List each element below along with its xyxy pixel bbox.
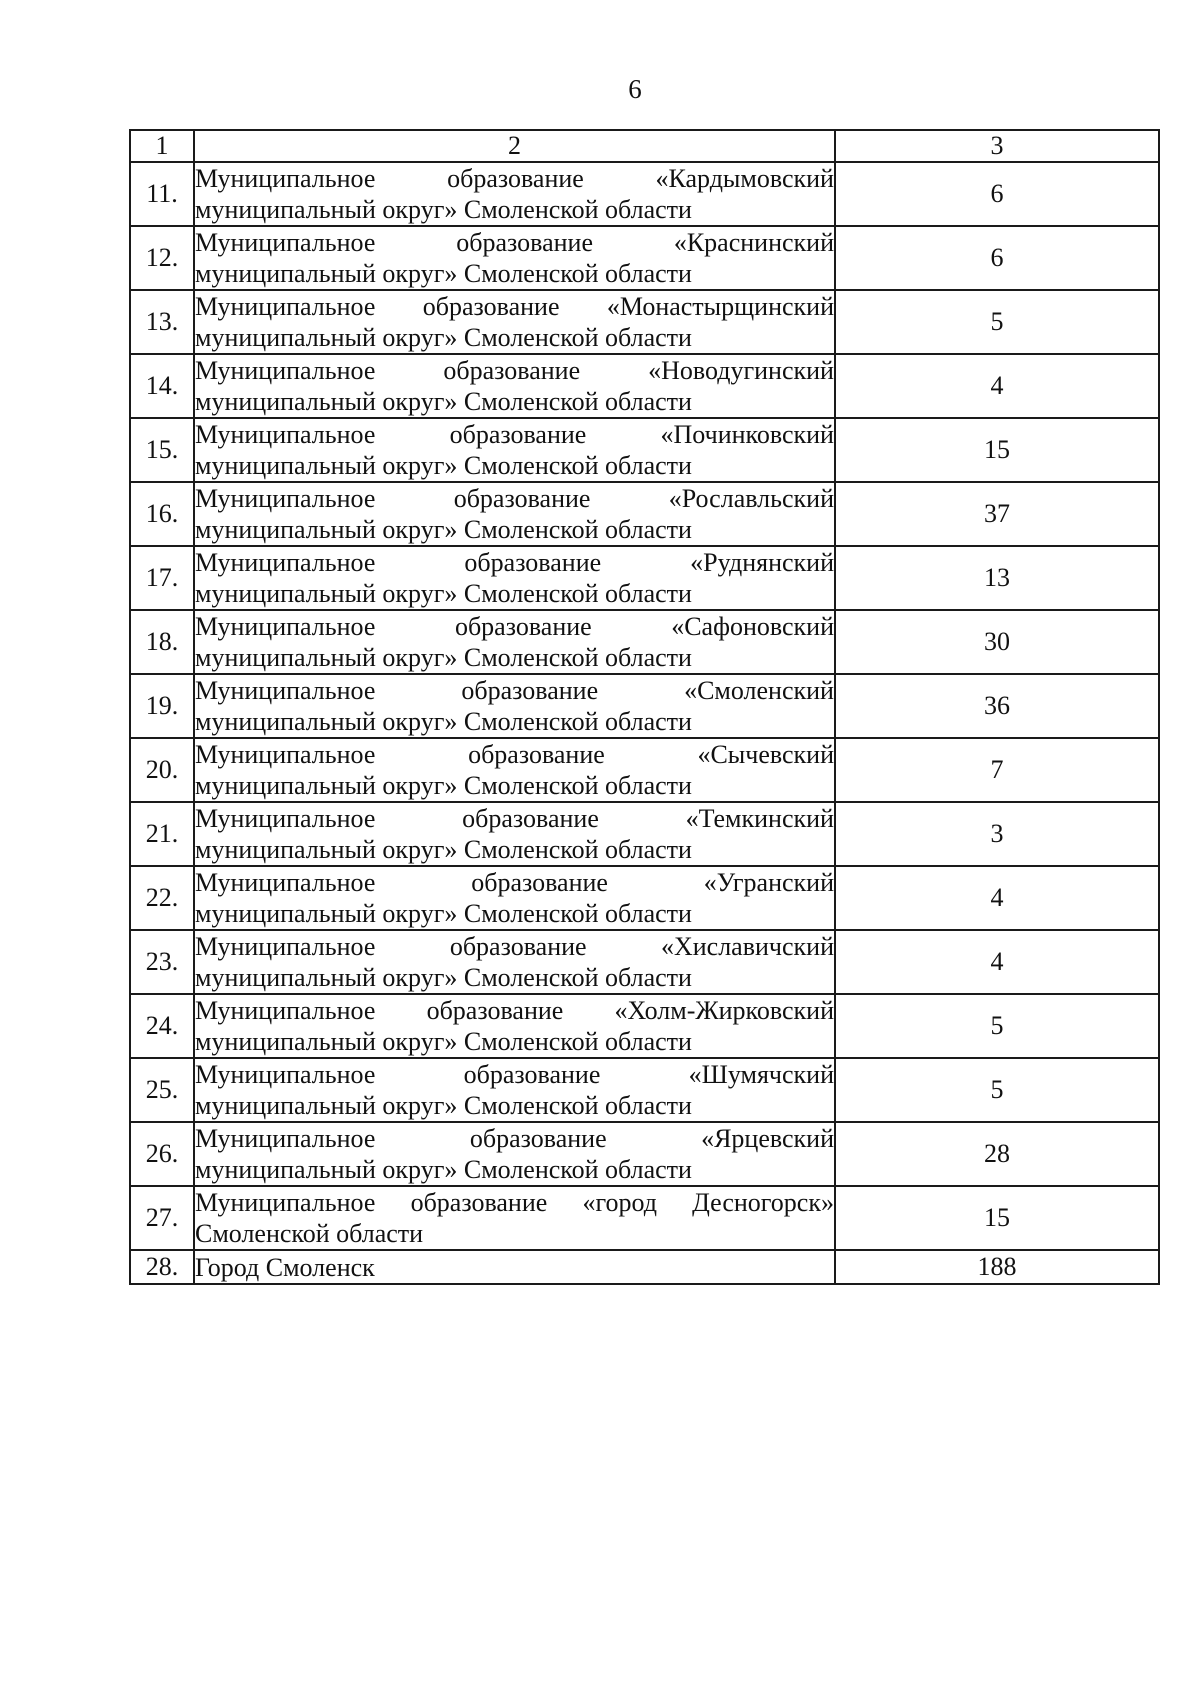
row-number: 11. — [130, 162, 194, 226]
municipality-name — [194, 610, 835, 674]
header-cell-1: 1 — [130, 130, 194, 162]
table-row — [130, 610, 1159, 674]
name-word: «Смоленский — [684, 676, 834, 705]
municipality-name-line1 — [195, 227, 834, 258]
name-word: Муниципальное — [195, 484, 376, 513]
row-value: 15 — [835, 418, 1159, 482]
municipality-name-line1 — [195, 419, 834, 450]
municipality-name-line2: муниципальный округ» Смоленской области — [195, 451, 692, 480]
row-number: 23. — [130, 930, 194, 994]
municipality-name — [194, 290, 835, 354]
name-word: «Темкинский — [685, 804, 834, 833]
table-row — [130, 290, 1159, 354]
name-word: образование — [443, 356, 581, 385]
row-value: 4 — [835, 354, 1159, 418]
name-word: образование — [449, 420, 587, 449]
name-word: образование — [469, 1124, 607, 1153]
row-number: 20. — [130, 738, 194, 802]
page-number: 6 — [628, 74, 642, 104]
name-word: образование — [463, 1060, 601, 1089]
name-word: образование — [462, 804, 599, 833]
name-word: Десногорск» — [692, 1188, 834, 1217]
municipality-name — [194, 418, 835, 482]
municipality-name-line1 — [195, 675, 834, 706]
municipality-name — [194, 1122, 835, 1186]
name-word: образование — [453, 484, 591, 513]
row-value: 36 — [835, 674, 1159, 738]
name-word: «Угранский — [703, 868, 834, 897]
name-word: Муниципальное — [195, 548, 376, 577]
name-word: Муниципальное — [195, 1124, 376, 1153]
row-value: 6 — [835, 226, 1159, 290]
municipality-name-line1 — [195, 483, 834, 514]
row-value: 37 — [835, 482, 1159, 546]
row-number: 13. — [130, 290, 194, 354]
table-row — [130, 674, 1159, 738]
municipality-name-line2: муниципальный округ» Смоленской области — [195, 771, 692, 800]
name-word: «Холм-Жирковский — [614, 996, 834, 1025]
table-row — [130, 994, 1159, 1058]
name-word: образование — [449, 932, 587, 961]
row-value: 30 — [835, 610, 1159, 674]
municipality-name — [194, 546, 835, 610]
municipality-name-line2: муниципальный округ» Смоленской области — [195, 323, 692, 352]
row-value: 4 — [835, 866, 1159, 930]
name-word: Муниципальное — [195, 1188, 376, 1217]
name-word: Муниципальное — [195, 420, 376, 449]
table-row — [130, 546, 1159, 610]
row-value: 5 — [835, 1058, 1159, 1122]
name-word: Муниципальное — [195, 1060, 376, 1089]
name-word: «Краснинский — [673, 228, 834, 257]
municipality-name-line2: муниципальный округ» Смоленской области — [195, 515, 692, 544]
name-word: «Новодугинский — [648, 356, 834, 385]
name-word: Муниципальное — [195, 292, 376, 321]
name-word: образование — [456, 228, 593, 257]
row-value: 188 — [835, 1250, 1159, 1284]
name-word: «Кардымовский — [655, 164, 834, 193]
row-number: 15. — [130, 418, 194, 482]
municipality-name-line1 — [195, 867, 834, 898]
municipality-name — [194, 1058, 835, 1122]
name-word: Муниципальное — [195, 804, 376, 833]
table-row — [130, 738, 1159, 802]
row-value: 28 — [835, 1122, 1159, 1186]
table-header-row — [130, 130, 1159, 162]
table-row — [130, 226, 1159, 290]
row-value: 5 — [835, 290, 1159, 354]
name-word: образование — [461, 676, 599, 705]
municipality-name: Город Смоленск — [194, 1250, 835, 1284]
municipality-name-line1 — [195, 1059, 834, 1090]
name-word: Муниципальное — [195, 740, 376, 769]
municipality-name-line1 — [195, 163, 834, 194]
name-word: «Сафоновский — [671, 612, 834, 641]
row-number: 16. — [130, 482, 194, 546]
table-row — [130, 802, 1159, 866]
municipality-name-line2: муниципальный округ» Смоленской области — [195, 259, 692, 288]
name-word: Муниципальное — [195, 996, 376, 1025]
municipality-name-line1 — [195, 1187, 834, 1218]
municipality-name — [194, 738, 835, 802]
header-cell-2: 2 — [194, 130, 835, 162]
name-word: «Монастырщинский — [606, 292, 834, 321]
table-row — [130, 1058, 1159, 1122]
row-number: 22. — [130, 866, 194, 930]
row-number: 28. — [130, 1250, 194, 1284]
municipality-name-line2: муниципальный округ» Смоленской области — [195, 579, 692, 608]
municipality-name-line2: муниципальный округ» Смоленской области — [195, 835, 692, 864]
municipality-name-line1 — [195, 739, 834, 770]
table-row — [130, 354, 1159, 418]
name-word: Муниципальное — [195, 612, 376, 641]
municipality-name-line1 — [195, 803, 834, 834]
row-value: 4 — [835, 930, 1159, 994]
municipality-name-line2: муниципальный округ» Смоленской области — [195, 1027, 692, 1056]
municipality-name — [194, 674, 835, 738]
municipality-name-line1 — [195, 1123, 834, 1154]
name-word: образование — [422, 292, 560, 321]
name-word: образование — [464, 548, 602, 577]
name-word: «Рославльский — [668, 484, 834, 513]
name-word: образование — [447, 164, 584, 193]
municipality-name-line2: муниципальный округ» Смоленской области — [195, 899, 692, 928]
municipality-name — [194, 930, 835, 994]
table-row — [130, 482, 1159, 546]
row-number: 19. — [130, 674, 194, 738]
table-row — [130, 1186, 1159, 1250]
municipality-name-line1 — [195, 931, 834, 962]
name-word: «Хиславичский — [660, 932, 834, 961]
municipality-name-line1 — [195, 355, 834, 386]
municipality-name — [194, 1186, 835, 1250]
row-number: 27. — [130, 1186, 194, 1250]
name-word: Муниципальное — [195, 932, 376, 961]
municipality-name — [194, 354, 835, 418]
municipality-name-line1 — [195, 547, 834, 578]
name-word: Муниципальное — [195, 164, 376, 193]
name-word: «Шумячский — [688, 1060, 834, 1089]
row-value: 6 — [835, 162, 1159, 226]
table-row — [130, 866, 1159, 930]
municipality-name-line1 — [195, 995, 834, 1026]
municipal-table — [129, 129, 1160, 1285]
row-number: 25. — [130, 1058, 194, 1122]
table-row — [130, 418, 1159, 482]
table-row-last — [130, 1250, 1159, 1284]
name-word: образование — [410, 1188, 548, 1217]
table-row — [130, 162, 1159, 226]
table-row — [130, 930, 1159, 994]
name-word: Муниципальное — [195, 868, 376, 897]
municipality-name-line2: муниципальный округ» Смоленской области — [195, 643, 692, 672]
table-row — [130, 1122, 1159, 1186]
municipality-name-line1 — [195, 611, 834, 642]
row-number: 26. — [130, 1122, 194, 1186]
row-number: 21. — [130, 802, 194, 866]
municipality-name — [194, 802, 835, 866]
name-word: образование — [468, 740, 605, 769]
row-value: 13 — [835, 546, 1159, 610]
name-word: Муниципальное — [195, 356, 376, 385]
municipality-name-line2: муниципальный округ» Смоленской области — [195, 707, 692, 736]
name-word: «Починковский — [660, 420, 834, 449]
municipality-name — [194, 226, 835, 290]
name-word: образование — [426, 996, 564, 1025]
municipality-name — [194, 162, 835, 226]
municipality-name-line2: муниципальный округ» Смоленской области — [195, 1091, 692, 1120]
name-word: образование — [454, 612, 592, 641]
name-word: «Ярцевский — [701, 1124, 834, 1153]
row-number: 12. — [130, 226, 194, 290]
row-value: 15 — [835, 1186, 1159, 1250]
row-number: 24. — [130, 994, 194, 1058]
row-number: 17. — [130, 546, 194, 610]
row-number: 14. — [130, 354, 194, 418]
name-word: «город — [582, 1188, 657, 1217]
municipality-name-line2: муниципальный округ» Смоленской области — [195, 1155, 692, 1184]
row-value: 5 — [835, 994, 1159, 1058]
row-number: 18. — [130, 610, 194, 674]
municipality-name-line2: муниципальный округ» Смоленской области — [195, 387, 692, 416]
municipality-name-line2: муниципальный округ» Смоленской области — [195, 195, 692, 224]
municipality-name-line2: Смоленской области — [195, 1219, 424, 1248]
name-word: Муниципальное — [195, 228, 376, 257]
municipality-name-line2: муниципальный округ» Смоленской области — [195, 963, 692, 992]
municipality-name — [194, 482, 835, 546]
name-word: образование — [471, 868, 608, 897]
row-value: 3 — [835, 802, 1159, 866]
municipality-name-line1 — [195, 291, 834, 322]
name-word: «Руднянский — [690, 548, 834, 577]
header-cell-3: 3 — [835, 130, 1159, 162]
row-value: 7 — [835, 738, 1159, 802]
municipality-name — [194, 994, 835, 1058]
name-word: «Сычевский — [697, 740, 834, 769]
municipality-name — [194, 866, 835, 930]
name-word: Муниципальное — [195, 676, 376, 705]
table-body — [130, 130, 1159, 1284]
